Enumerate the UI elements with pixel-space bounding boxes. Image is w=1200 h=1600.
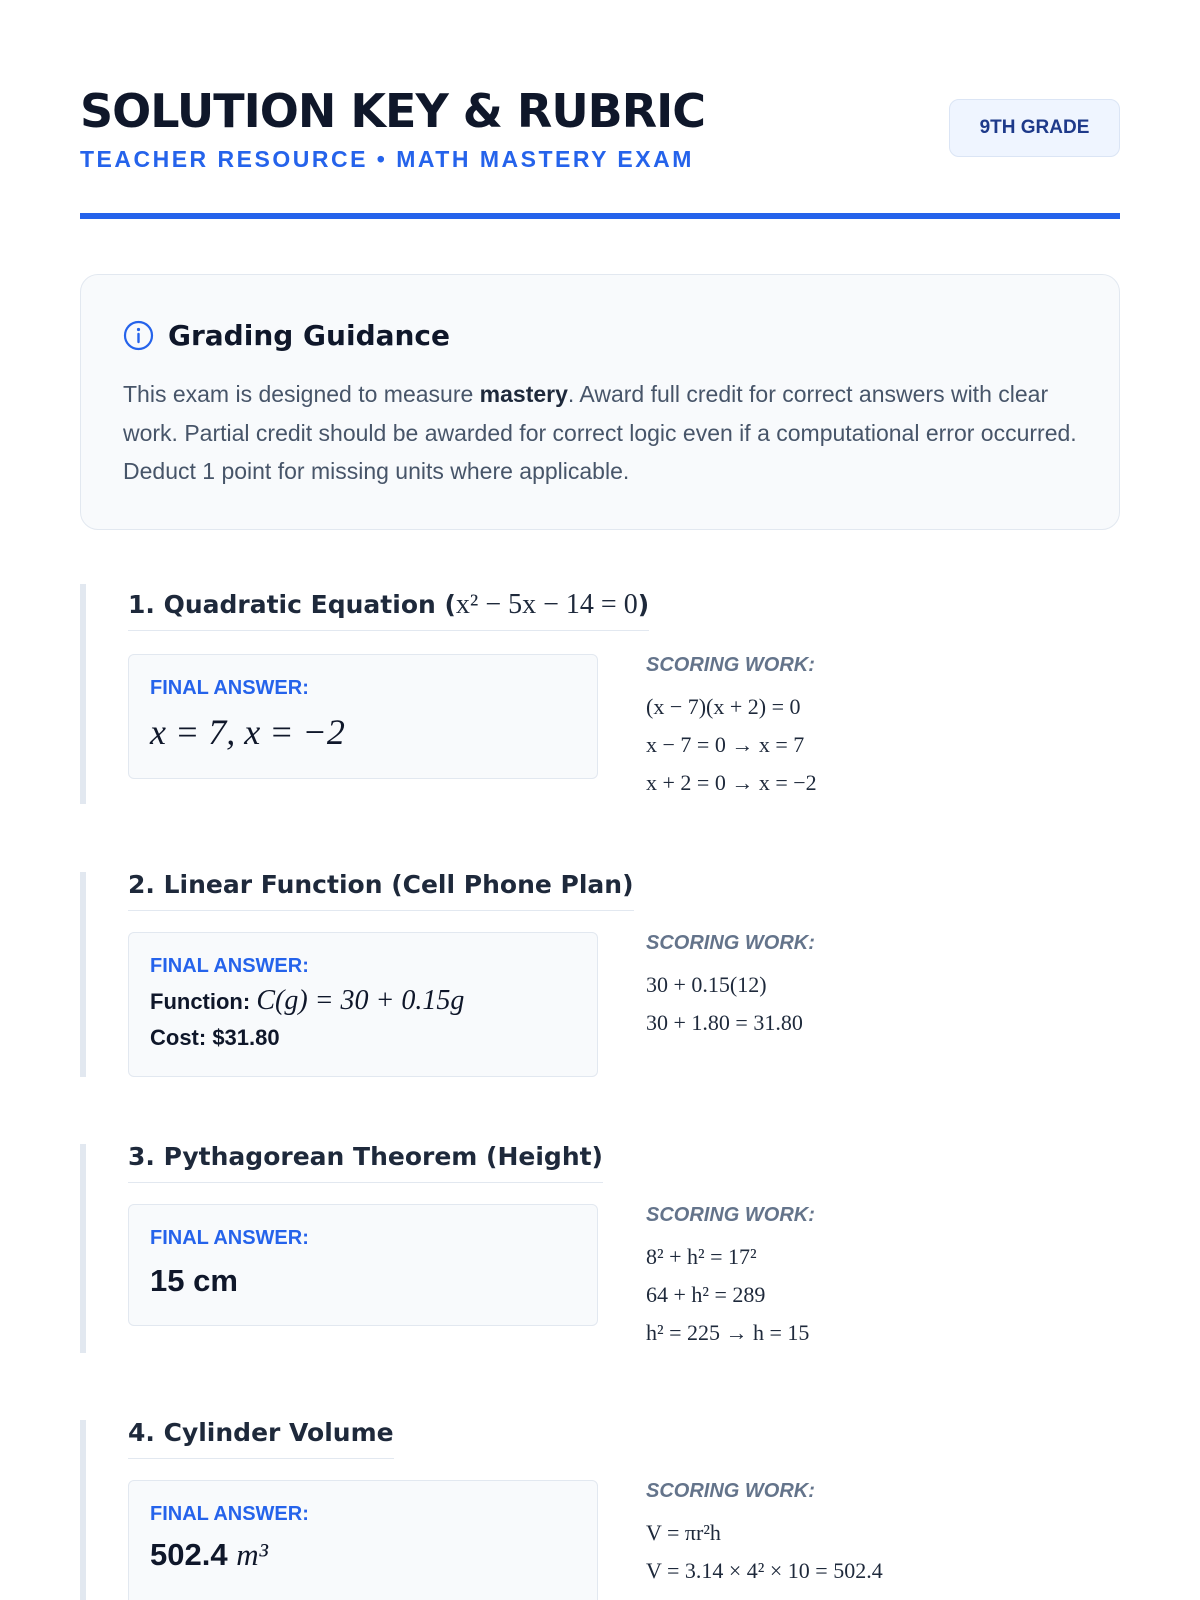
page-subtitle: TEACHER RESOURCE • MATH MASTERY EXAM <box>80 146 694 172</box>
function-expression: C(g) = 30 + 0.15g <box>256 985 465 1016</box>
final-answer-unit: m³ <box>236 1537 268 1572</box>
final-answer-box <box>128 1204 598 1326</box>
question-title-text: ) <box>637 590 650 619</box>
question-title: 2. Linear Function (Cell Phone Plan) <box>128 862 634 911</box>
question-2 <box>80 872 1120 1077</box>
question-title <box>128 582 649 631</box>
question-title: 4. Cylinder Volume <box>128 1410 394 1459</box>
scoring-work-label: SCORING WORK: <box>646 654 815 676</box>
scoring-work-label: SCORING WORK: <box>646 1480 815 1502</box>
scoring-work <box>646 650 817 802</box>
guidance-text-part: . Award full credit for correct answers with clear work. Partial credit should be awarded for correct logic even if a computational error occurred. Deduct 1 point for missing units where applicable. <box>123 381 1077 484</box>
header-divider <box>80 213 1120 219</box>
work-step: 30 + 1.80 = 31.80 <box>646 1010 803 1035</box>
scoring-work-label: SCORING WORK: <box>646 932 815 954</box>
question-title-text: 1. Quadratic Equation ( <box>128 590 456 619</box>
question-4 <box>80 1420 1120 1600</box>
final-answer-box <box>128 654 598 779</box>
work-step: h² = 225 → h = 15 <box>646 1320 810 1345</box>
final-answer-label: FINAL ANSWER: <box>150 1227 309 1249</box>
question-1 <box>80 584 1120 804</box>
grading-guidance-panel <box>80 274 1120 530</box>
scoring-work <box>646 1476 883 1590</box>
work-step: (x − 7)(x + 2) = 0 <box>646 694 801 719</box>
work-step: x + 2 = 0 → x = −2 <box>646 770 817 795</box>
work-step: V = 3.14 × 4² × 10 = 502.4 <box>646 1558 883 1583</box>
question-3 <box>80 1144 1120 1353</box>
page-title: SOLUTION KEY & RUBRIC <box>80 84 706 138</box>
work-step: 8² + h² = 17² <box>646 1244 757 1269</box>
guidance-text <box>123 375 1083 491</box>
work-step: 30 + 0.15(12) <box>646 972 767 997</box>
guidance-text-part: This exam is designed to measure <box>123 381 480 407</box>
final-answer-cost: Cost: $31.80 <box>150 1025 280 1050</box>
final-answer-label: FINAL ANSWER: <box>150 677 309 699</box>
function-label: Function: <box>150 989 257 1014</box>
final-answer-value: 15 cm <box>150 1263 238 1298</box>
final-answer-box <box>128 932 598 1077</box>
final-answer-value <box>150 1537 268 1573</box>
question-title: 3. Pythagorean Theorem (Height) <box>128 1134 603 1183</box>
question-title-math: x² − 5x − 14 = 0 <box>455 589 638 620</box>
scoring-work <box>646 928 815 1042</box>
page-header <box>80 80 1120 173</box>
guidance-text-emphasis: mastery <box>479 381 568 407</box>
work-step: V = πr²h <box>646 1520 721 1545</box>
grade-badge: 9TH GRADE <box>949 99 1120 157</box>
work-step: x − 7 = 0 → x = 7 <box>646 732 805 757</box>
guidance-header <box>123 319 450 352</box>
scoring-work <box>646 1200 815 1352</box>
final-answer-number: 502.4 <box>150 1537 228 1572</box>
scoring-work-label: SCORING WORK: <box>646 1204 815 1226</box>
final-answer-label: FINAL ANSWER: <box>150 1503 309 1525</box>
final-answer-function <box>150 985 464 1017</box>
final-answer-value: x = 7, x = −2 <box>150 712 345 752</box>
work-step: 64 + h² = 289 <box>646 1282 766 1307</box>
final-answer-box <box>128 1480 598 1600</box>
final-answer-label: FINAL ANSWER: <box>150 955 309 977</box>
guidance-title: Grading Guidance <box>168 319 451 352</box>
info-icon <box>123 320 154 351</box>
